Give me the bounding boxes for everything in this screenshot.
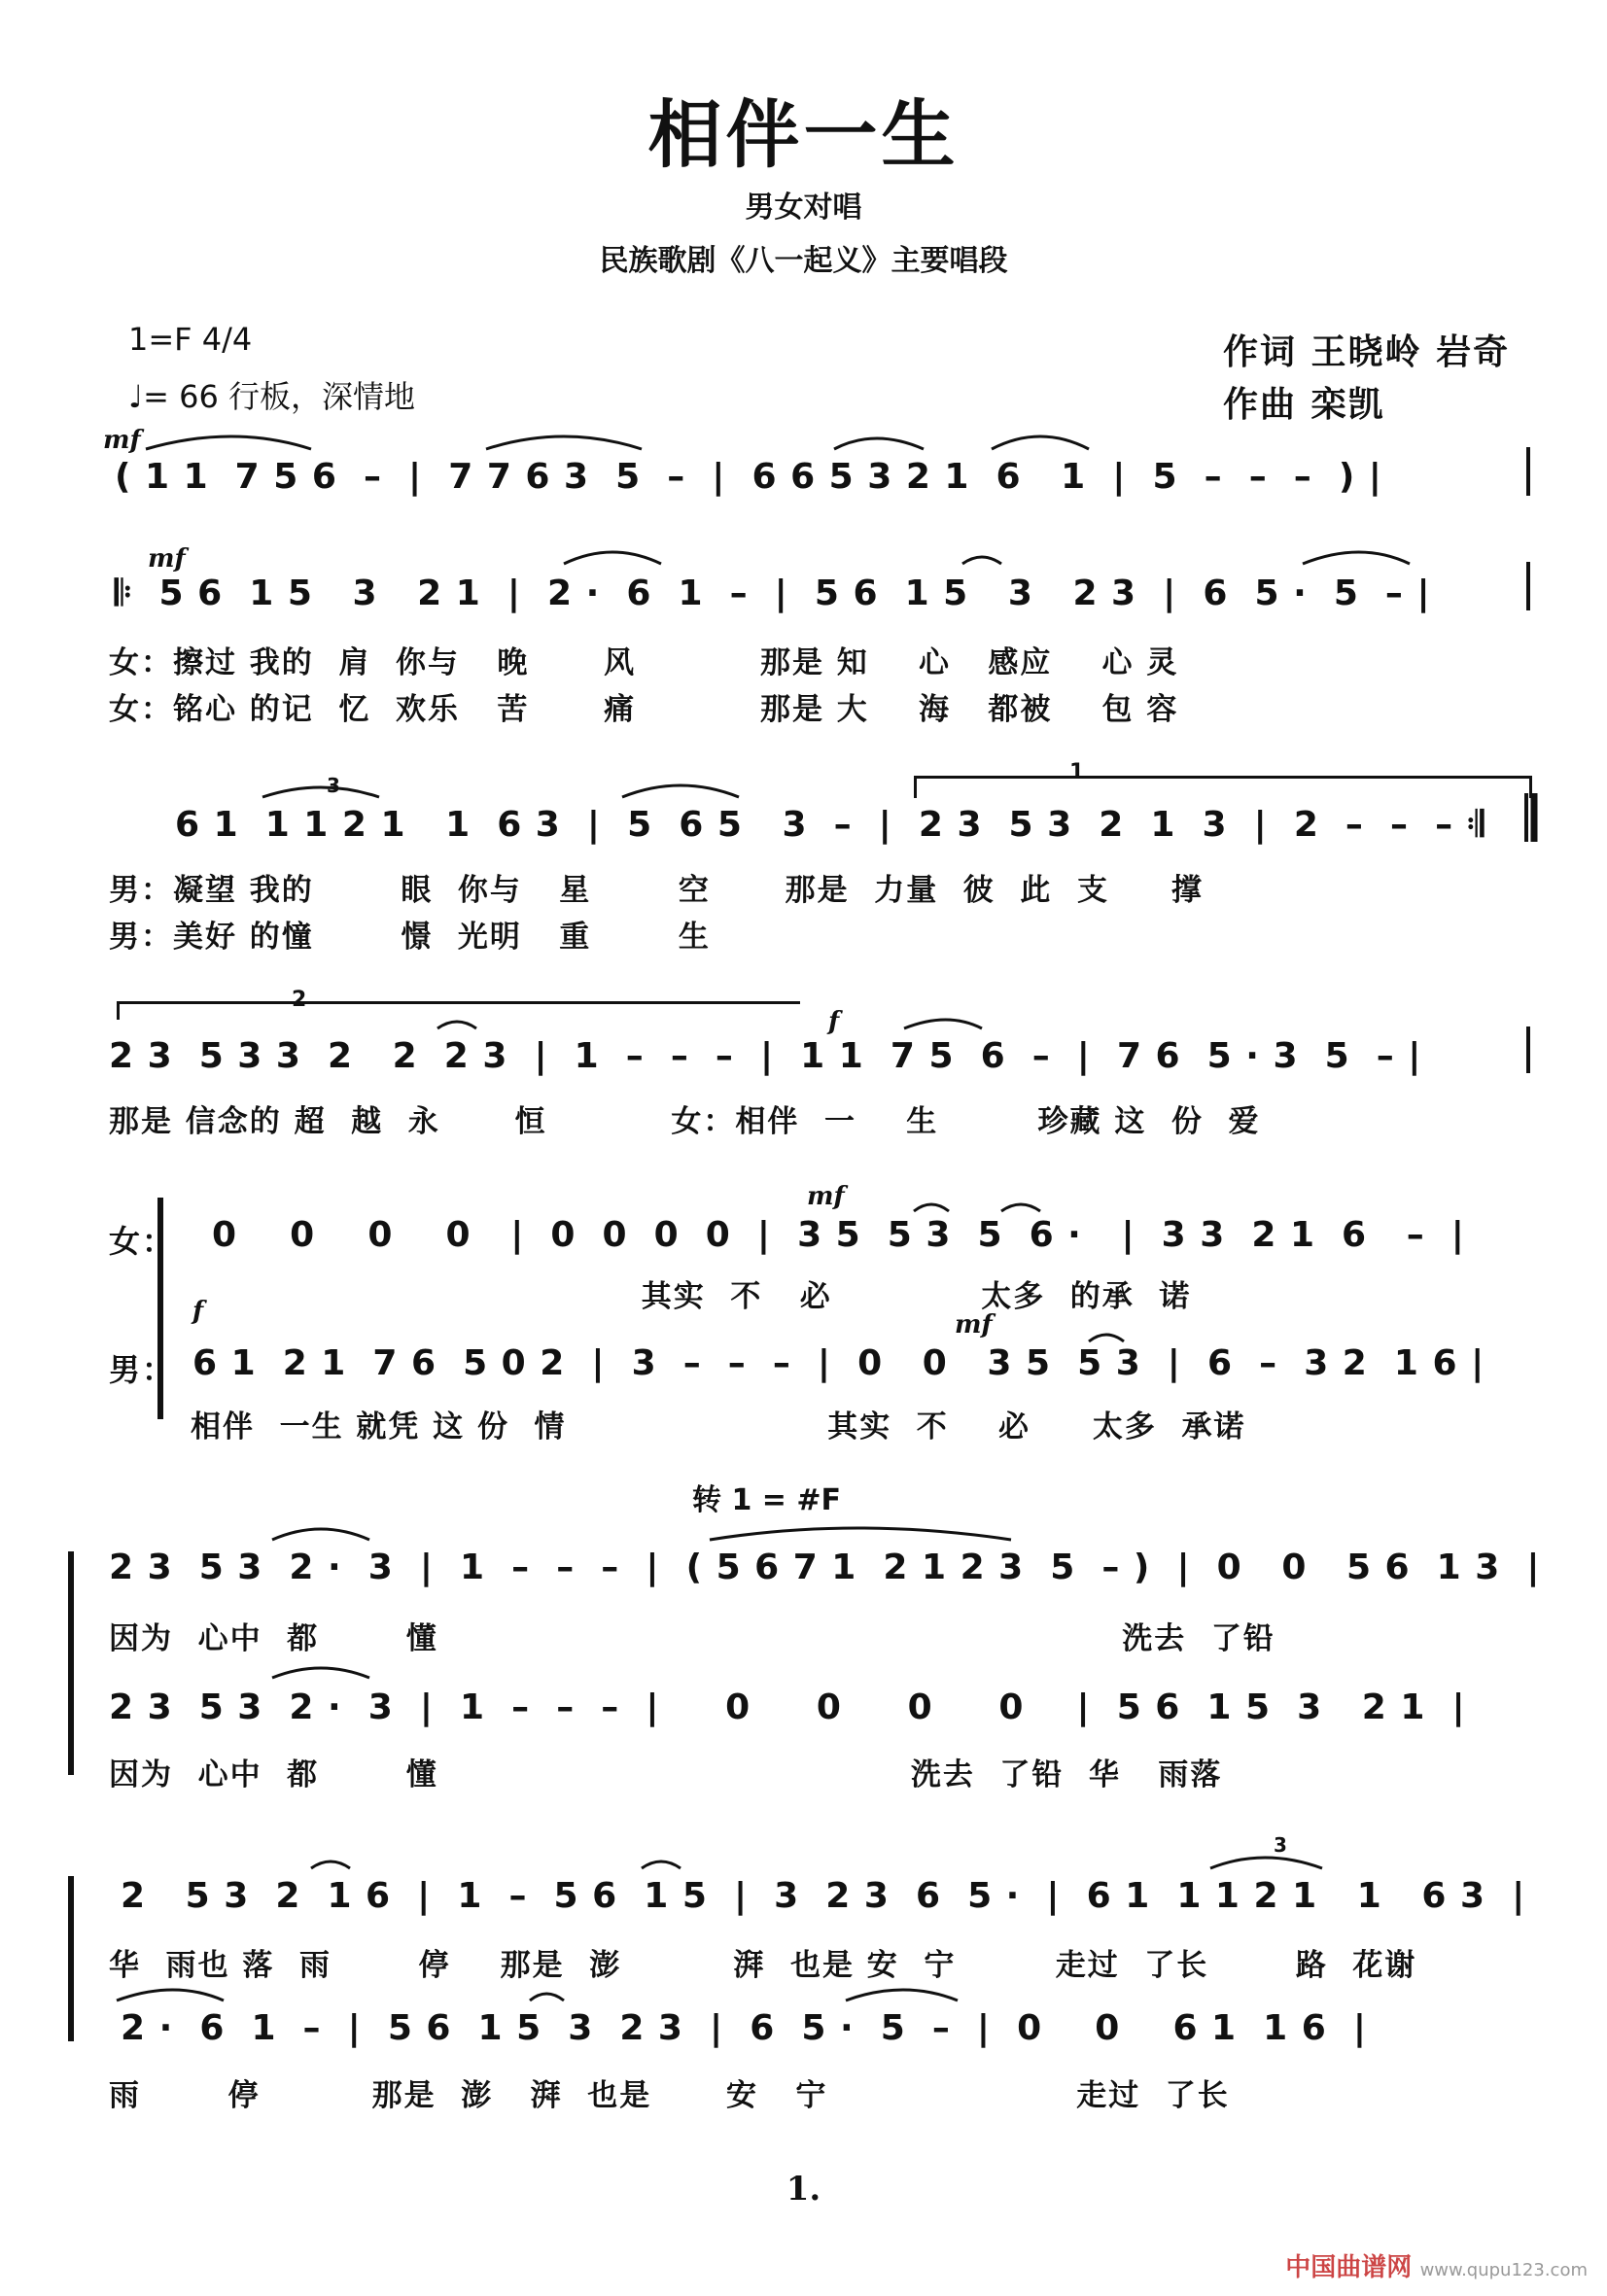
lyric-line: 华 雨也 落 雨 停 那是 澎 湃 也是 安 宁 走过 了长 路 花谢 (109, 1948, 1417, 1983)
composer-credit: 作曲 栾凯 (1223, 385, 1385, 425)
site-watermark (1285, 2247, 1588, 2283)
key-signature: 1=F 4/4 (128, 321, 253, 358)
lyric-line: 因为 心中 都 懂 洗去 了铅 华 雨落 (109, 1757, 1223, 1792)
notation-line-intro: ( 1 1 7 5 6 – | 7 7 6 3 5 – | 6 6 5 3 2 1 6 1 | 5 – – – ) | (115, 457, 1382, 497)
dynamic-f: f (828, 1007, 840, 1036)
source-note: 民族歌剧《八一起义》主要唱段 (599, 244, 1008, 278)
watermark-url: www.qupu123.com (1419, 2260, 1588, 2280)
dynamic-mf: mf (955, 1310, 993, 1339)
watermark-logo: 中国曲谱网 (1285, 2253, 1413, 2282)
tempo-marking: ♩= 66 行板，深情地 (128, 378, 415, 415)
lyric-line-verse1: 女：擦过 我的 肩 你与 晚 风 那是 知 心 感应 心 灵 (109, 645, 1179, 680)
dynamic-mf: mf (807, 1182, 845, 1211)
song-title: 相伴一生 (647, 91, 960, 178)
page-number: 1. (786, 2170, 821, 2209)
notation-line: 𝄆 5 6 1 5 3 2 1 | 2 · 6 1 – | 5 6 1 5 3 2 3 | 6 5 · 5 – | (115, 574, 1431, 613)
key-change-marking: 转 1 = #F (692, 1483, 841, 1517)
lyric-line-male: 相伴 一生 就凭 这 份 情 其实 不 必 太多 承诺 (191, 1409, 1246, 1444)
lyric-line-female: 其实 不 必 太多 的承 诺 (206, 1279, 1192, 1314)
lyricist-credit: 作词 王晓岭 岩奇 (1223, 332, 1511, 372)
volta-number-1: 1 (1069, 760, 1085, 784)
dynamic-mf: mf (103, 426, 141, 455)
voice-label-male: 男： (109, 1351, 176, 1388)
notation-line: 2 5 3 2 1 6 | 1 – 5 6 1 5 | 3 2 3 6 5 · | 6 1 1 1 2 1 1 6 3 | (121, 1876, 1526, 1916)
lyric-line: 那是 信念的 超 越 永 恒 女：相伴 一 生 珍藏 这 份 爱 (109, 1104, 1261, 1139)
notation-line: 2 · 6 1 – | 5 6 1 5 3 2 3 | 6 5 · 5 – | 0 0 6 1 1 6 | (121, 2008, 1367, 2048)
triplet-marker: 3 (327, 774, 340, 797)
lyric-line: 雨 停 那是 澎 湃 也是 安 宁 走过 了长 (109, 2078, 1230, 2113)
notation-line-male: 6 1 2 1 7 6 5 0 2 | 3 – – – | 0 0 3 5 5 3 | 6 – 3 2 1 6 | (192, 1343, 1485, 1383)
volta-number-2: 2 (292, 988, 307, 1012)
dynamic-f: f (192, 1297, 204, 1326)
voice-label-female: 女： (109, 1223, 176, 1260)
lyric-line-verse1: 男：凝望 我的 眼 你与 星 空 那是 力量 彼 此 支 撑 (109, 873, 1204, 908)
dynamic-mf: mf (148, 544, 186, 574)
notation-line: 6 1 1 1 2 1 1 6 3 | 5 6 5 3 – | 2 3 5 3 2 1 3 | 2 – – – 𝄇 (175, 805, 1485, 845)
lyric-line-verse2: 女：铭心 的记 忆 欢乐 苦 痛 那是 大 海 都被 包 容 (109, 692, 1179, 727)
lyric-line-verse2: 男：美好 的憧 憬 光明 重 生 (109, 920, 711, 955)
lyric-line: 因为 心中 都 懂 洗去 了铅 (109, 1621, 1275, 1656)
notation-line: 2 3 5 3 2 · 3 | 1 – – – | 0 0 0 0 | 5 6 1 5 3 2 1 | (109, 1687, 1466, 1727)
notation-line-female: 0 0 0 0 | 0 0 0 0 | 3 5 5 3 5 6 · | 3 3 2 1 6 – | (212, 1215, 1465, 1255)
subtitle: 男女对唱 (745, 191, 862, 225)
notation-line: 2 3 5 3 3 2 2 2 3 | 1 – – – | 1 1 7 5 6 – | 7 6 5 · 3 5 – | (109, 1036, 1422, 1076)
notation-line: 2 3 5 3 2 · 3 | 1 – – – | ( 5 6 7 1 2 1 2 3 5 – ) | 0 0 5 6 1 3 | (109, 1548, 1541, 1587)
triplet-marker: 3 (1274, 1833, 1287, 1857)
